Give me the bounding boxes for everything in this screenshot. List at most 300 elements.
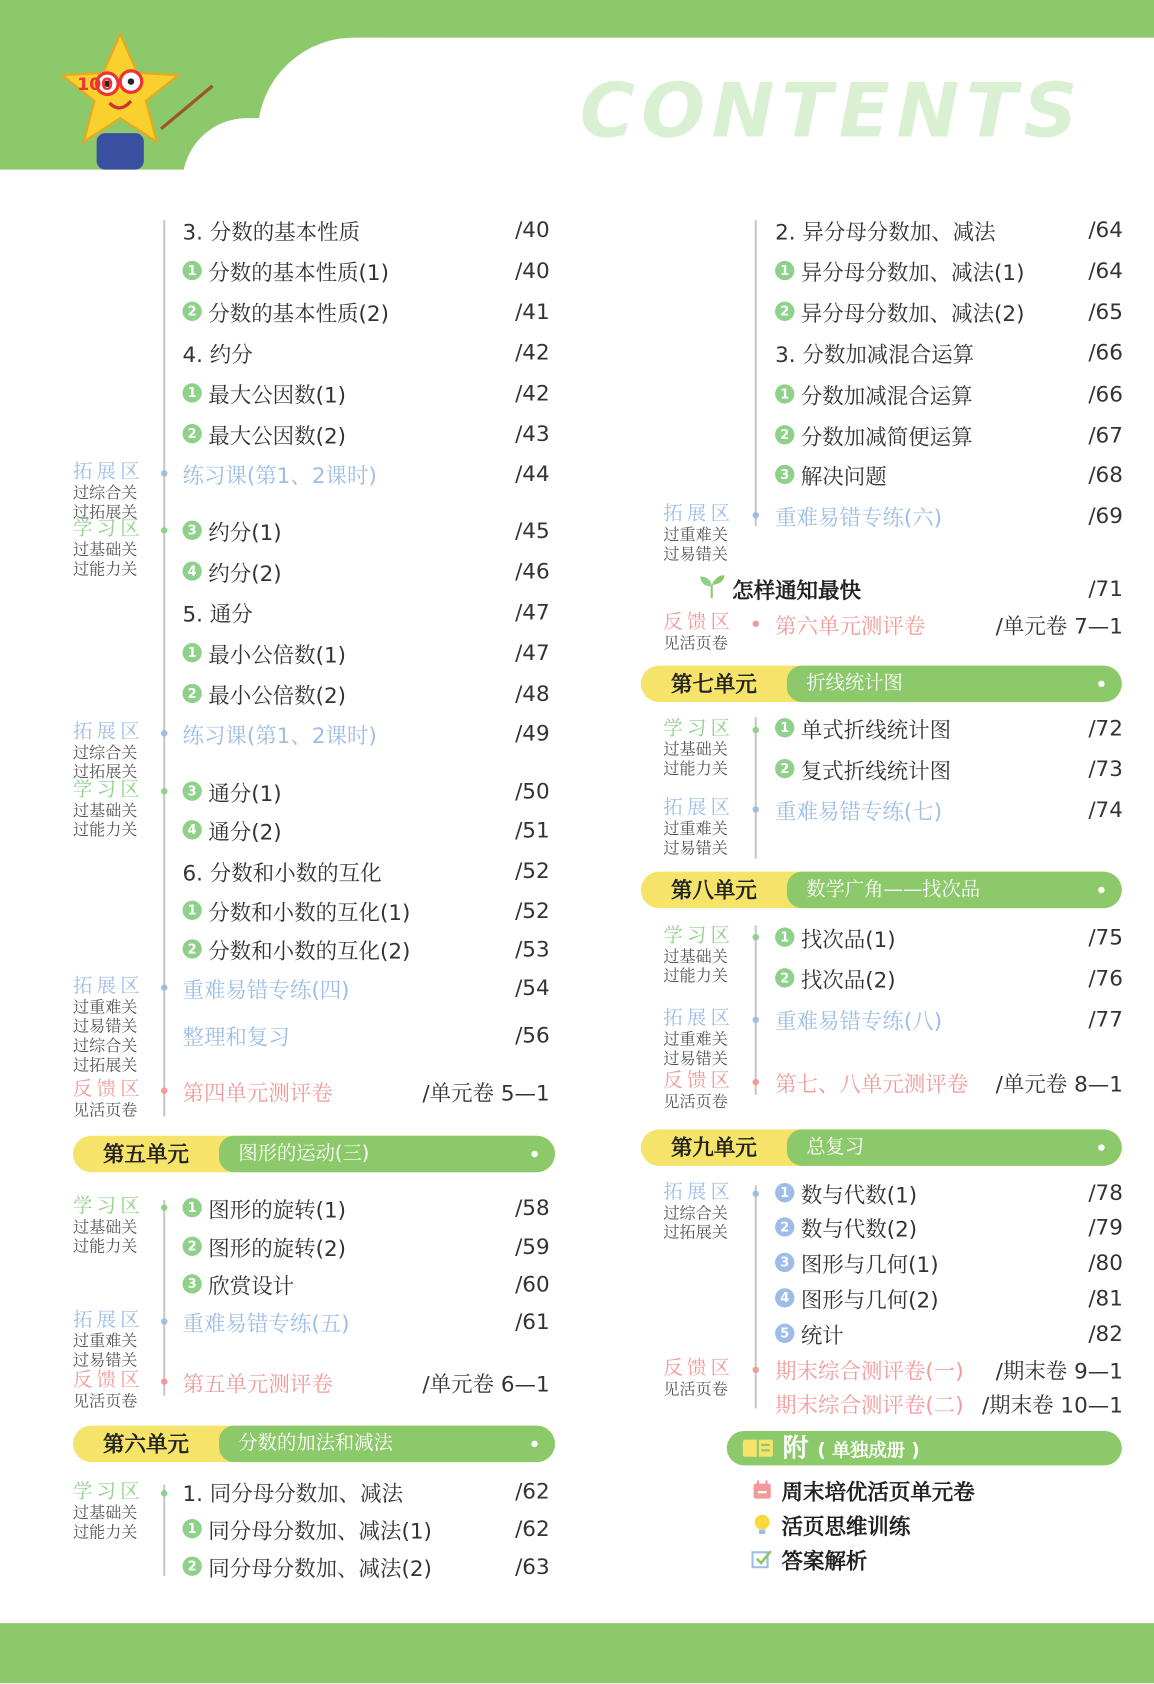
toc-entry[interactable] [775, 1066, 1123, 1098]
toc-entry[interactable] [182, 457, 549, 489]
circled-number-icon: 2 [182, 1237, 201, 1256]
toc-entry[interactable] [775, 753, 1123, 785]
entry-title [182, 678, 515, 709]
zone-sub: 过综合关 [663, 1203, 728, 1223]
entry-title [775, 459, 1088, 490]
toc-entry[interactable] [182, 933, 549, 965]
entry-label: 异分母分数加、减法(2) [800, 300, 1025, 326]
page-number: /75 [1088, 924, 1123, 951]
unit-topic-bar [787, 872, 1122, 908]
toc-entry[interactable] [182, 295, 549, 327]
entry-label: 2. 异分母分数加、减法 [775, 218, 996, 245]
timeline-line [755, 717, 757, 859]
circled-number-icon: 2 [182, 1557, 201, 1576]
entry-label: 第六单元测评卷 [775, 612, 926, 639]
entry-label: 练习课(第1、2课时) [182, 462, 377, 488]
zone-dot-icon [753, 727, 759, 733]
page-number: /66 [1088, 339, 1123, 365]
zone-dot-icon [753, 1367, 759, 1373]
toc-entry[interactable] [775, 1353, 1123, 1385]
entry-label: 同分母分数加、减法(1) [208, 1517, 432, 1544]
zone-sub: 过基础关 [663, 946, 728, 967]
circled-number-icon: 2 [182, 684, 201, 703]
zone-sub: 过综合关 [72, 1035, 138, 1056]
entry-title [182, 1268, 515, 1299]
entry-title [775, 1387, 982, 1418]
entry-title [775, 753, 1088, 784]
toc-entry[interactable] [182, 1513, 549, 1545]
zone-title: 反馈区 [663, 1356, 735, 1380]
entry-label: 同分母分数加、减法(2) [208, 1554, 432, 1581]
zone-dot-icon [161, 1204, 167, 1210]
entry-title [182, 718, 515, 749]
entry-title [182, 1075, 422, 1106]
toc-entry[interactable] [182, 418, 549, 450]
circled-number-icon: 1 [182, 1519, 201, 1538]
timeline-line [755, 925, 757, 1095]
entry-title [182, 255, 515, 286]
dot-icon [1098, 1144, 1104, 1150]
entry-label: 重难易错专练(七) [775, 798, 943, 824]
entry-title [775, 712, 1088, 743]
circled-number-icon: 3 [775, 1253, 794, 1272]
page-number: /65 [1088, 298, 1123, 325]
entry-title [775, 255, 1088, 286]
circled-number-icon: 2 [775, 302, 794, 321]
entry-title [775, 1353, 996, 1384]
entry-title [182, 377, 515, 408]
zone-dot-icon [161, 1318, 167, 1324]
page-number: /45 [515, 517, 550, 544]
entry-title [775, 1247, 1088, 1278]
unit-topic: 折线统计图 [806, 672, 903, 695]
zone-sub: 过易错关 [663, 838, 728, 858]
unit-label: 第七单元 [670, 670, 757, 697]
zone-sub: 过重难关 [663, 1029, 728, 1049]
circled-number-icon: 1 [775, 718, 794, 737]
page-number: /68 [1088, 461, 1123, 488]
timeline-line [163, 1485, 165, 1576]
zone-dot-icon [753, 806, 759, 812]
unit-banner [73, 1426, 555, 1462]
entry-title [775, 1282, 1088, 1313]
zone-title: 学习区 [663, 717, 735, 740]
entry-title [182, 1551, 515, 1582]
entry-title [182, 1306, 515, 1337]
entry-label: 3. 分数加减混合运算 [775, 340, 975, 367]
page-number: /77 [1088, 1005, 1123, 1032]
toc-entry[interactable] [775, 1246, 1123, 1278]
circled-number-icon: 3 [182, 782, 201, 801]
entry-title [775, 1177, 1088, 1208]
entry-title [182, 337, 515, 368]
zone-sub: 过重难关 [663, 819, 728, 839]
entry-title [775, 419, 1088, 450]
page-number: /43 [515, 420, 550, 447]
page-number: /56 [515, 1021, 550, 1048]
timeline-line [163, 220, 165, 1116]
entry-label: 分数和小数的互化(1) [208, 899, 411, 925]
dot-icon [531, 1441, 537, 1447]
toc-entry[interactable] [182, 336, 549, 368]
entry-title [775, 214, 1088, 245]
entry-label: 练习课(第1、2课时) [182, 721, 377, 748]
entry-label: 图形的旋转(2) [208, 1235, 347, 1261]
page-number: /52 [515, 857, 550, 884]
entry-title [182, 637, 515, 668]
zone-sub: 过重难关 [72, 1331, 138, 1351]
toc-entry[interactable] [182, 514, 549, 546]
toc-entry[interactable] [775, 1003, 1123, 1035]
entry-title [775, 608, 996, 639]
unit-banner [73, 1136, 555, 1172]
toc-entry[interactable] [182, 1268, 549, 1300]
entry-title [182, 1513, 515, 1544]
circled-number-icon: 2 [775, 968, 794, 987]
entry-title [775, 1318, 1088, 1349]
toc-entry[interactable] [182, 1550, 549, 1582]
page-number: /42 [515, 339, 550, 365]
toc-entry[interactable] [775, 921, 1123, 953]
page-number: /48 [515, 680, 550, 707]
page-number: /51 [515, 816, 550, 843]
timeline-line [755, 220, 757, 526]
zone-title: 反馈区 [72, 1368, 144, 1392]
toc-entry[interactable] [182, 717, 549, 749]
toc-entry[interactable] [775, 458, 1123, 490]
contents-title: CONTENTS [579, 66, 1085, 155]
zone-sub: 见活页卷 [663, 633, 728, 653]
circled-number-icon: 2 [182, 424, 201, 443]
entry-title [698, 573, 1089, 604]
zone-dot-icon [753, 934, 759, 940]
zone-dot-icon [161, 788, 167, 794]
appendix-item[interactable] [751, 1544, 867, 1574]
entry-label: 重难易错专练(六) [775, 504, 943, 530]
entry-title [182, 972, 515, 1003]
unit-topic-bar [787, 666, 1122, 702]
zone-label [663, 1008, 738, 1068]
page-number: /81 [1088, 1284, 1123, 1311]
page-number: /46 [515, 558, 550, 584]
entry-title [182, 814, 515, 845]
zone-title: 学习区 [663, 924, 735, 947]
zone-label [663, 503, 738, 563]
zone-sub: 过能力关 [72, 559, 138, 579]
zone-label [73, 721, 148, 781]
unit-banner [641, 1129, 1122, 1165]
zone-sub: 过重难关 [72, 997, 138, 1017]
page-number: /单元卷 8—1 [995, 1070, 1123, 1097]
entry-label: 图形与几何(2) [800, 1286, 939, 1313]
toc-entry[interactable] [182, 377, 549, 409]
zone-sub: 过重难关 [663, 524, 728, 545]
unit-topic-bar [787, 1129, 1122, 1165]
entry-title [182, 855, 515, 886]
toc-entry[interactable] [775, 336, 1123, 368]
entry-label: 通分(1) [208, 779, 282, 806]
page-number: /67 [1088, 421, 1123, 448]
zone-title: 反馈区 [663, 1069, 735, 1092]
zone-dot-icon [161, 1378, 167, 1384]
entry-title [775, 962, 1088, 993]
zone-label [663, 798, 738, 858]
entry-label: 最大公因数(2) [208, 422, 347, 449]
entry-title [775, 296, 1088, 327]
toc-entry[interactable] [775, 1387, 1123, 1419]
appendix-banner [727, 1431, 1122, 1465]
zone-sub: 见活页卷 [72, 1100, 138, 1120]
entry-label: 第五单元测评卷 [182, 1370, 333, 1397]
page-number: /47 [515, 639, 550, 666]
entry-title [182, 1366, 422, 1397]
zone-dot-icon [753, 1191, 759, 1197]
unit-label: 第八单元 [670, 877, 757, 903]
page-number: /80 [1088, 1249, 1123, 1276]
zone-sub: 过基础关 [72, 1502, 138, 1523]
toc-entry[interactable] [775, 419, 1123, 451]
zone-label [73, 779, 148, 839]
entry-label: 期末综合测评卷(二) [775, 1391, 964, 1418]
timeline-line [163, 1200, 165, 1395]
zone-dot-icon [161, 730, 167, 736]
zone-sub: 过易错关 [663, 1048, 728, 1069]
toc-entry[interactable] [182, 214, 549, 246]
zone-label [73, 519, 148, 579]
appendix-item[interactable] [751, 1475, 974, 1505]
entry-label: 分数的基本性质(2) [208, 300, 389, 326]
toc-entry[interactable] [182, 1475, 549, 1507]
toc-entry[interactable] [775, 254, 1123, 286]
entry-title [182, 776, 515, 807]
zone-title: 拓展区 [663, 1180, 735, 1204]
entry-title [182, 458, 515, 489]
unit-banner [641, 872, 1122, 908]
entry-title [182, 1231, 515, 1262]
toc-entry[interactable] [182, 894, 549, 926]
zone-sub: 过能力关 [72, 1522, 138, 1542]
page-number: /49 [515, 720, 550, 747]
toc-entry[interactable] [775, 1177, 1123, 1209]
page-number: /82 [1088, 1320, 1123, 1347]
zone-title: 拓展区 [72, 1308, 144, 1332]
toc-entry[interactable] [182, 254, 549, 286]
toc-entry[interactable] [182, 677, 549, 709]
appendix-item-label: 活页思维训练 [781, 1513, 911, 1539]
toc-entry[interactable] [182, 855, 549, 887]
entry-label: 分数和小数的互化(2) [208, 937, 411, 964]
circled-number-icon: 2 [775, 759, 794, 778]
circled-number-icon: 1 [775, 384, 794, 403]
entry-label: 欣赏设计 [208, 1272, 295, 1299]
page-number: /59 [515, 1233, 550, 1260]
zone-dot-icon [161, 1087, 167, 1093]
entry-title [775, 337, 1088, 368]
unit-label: 第九单元 [670, 1134, 757, 1161]
page-number: /78 [1088, 1179, 1123, 1206]
entry-title [182, 895, 515, 926]
page-number: /单元卷 6—1 [422, 1370, 550, 1397]
zone-label [73, 462, 148, 522]
toc-entry[interactable] [182, 1305, 549, 1337]
zone-title: 反馈区 [663, 610, 735, 634]
zone-title: 拓展区 [72, 720, 144, 743]
entry-title [775, 794, 1088, 825]
appendix-title: 附 [782, 1433, 809, 1464]
toc-entry[interactable] [182, 814, 549, 846]
zone-label [663, 925, 738, 985]
circled-number-icon: 4 [182, 820, 201, 839]
entry-title [182, 214, 515, 245]
page-number: /76 [1088, 965, 1123, 991]
entry-label: 第七、八单元测评卷 [775, 1070, 969, 1097]
entry-label: 重难易错专练(四) [182, 976, 350, 1003]
toc-entry[interactable] [775, 712, 1123, 744]
toc-entry[interactable] [182, 1230, 549, 1262]
zone-label [663, 612, 738, 653]
page-number: /47 [515, 599, 550, 625]
book-icon [742, 1437, 774, 1458]
toc-entry[interactable] [698, 572, 1123, 604]
zone-label [73, 1481, 148, 1541]
entry-label: 第四单元测评卷 [182, 1079, 333, 1106]
toc-entry[interactable] [775, 295, 1123, 327]
page-number: /62 [515, 1515, 550, 1542]
zone-sub: 过拓展关 [72, 1055, 138, 1075]
page-number: /71 [1088, 575, 1123, 602]
toc-entry[interactable] [182, 1365, 549, 1397]
entry-label: 最大公因数(1) [208, 381, 347, 408]
entry-label: 期末综合测评卷(一) [775, 1357, 964, 1384]
zone-sub: 过拓展关 [72, 762, 138, 782]
entry-label: 5. 通分 [182, 600, 253, 627]
appendix-item-label: 答案解析 [781, 1547, 868, 1574]
zone-label [73, 1370, 148, 1411]
toc-entry[interactable] [775, 608, 1123, 640]
entry-title [775, 1211, 1088, 1242]
page-number: /53 [515, 936, 550, 962]
zone-sub: 过易错关 [72, 1016, 138, 1036]
zone-title: 拓展区 [72, 974, 144, 998]
toc-entry[interactable] [182, 1192, 549, 1224]
zone-dot-icon [161, 527, 167, 533]
toc-entry[interactable] [775, 214, 1123, 246]
zone-dot-icon [161, 1490, 167, 1496]
entry-title [775, 1003, 1088, 1034]
toc-entry[interactable] [775, 962, 1123, 994]
entry-label: 找次品(1) [800, 925, 896, 952]
zone-sub: 过易错关 [72, 1350, 138, 1370]
entry-label: 3. 分数的基本性质 [182, 218, 361, 245]
timeline-line [755, 1185, 757, 1408]
page-number: /79 [1088, 1214, 1123, 1240]
lightbulb-icon [751, 1514, 772, 1535]
toc-entry[interactable] [182, 555, 549, 587]
dot-icon [1098, 681, 1104, 687]
entry-label: 通分(2) [208, 818, 282, 845]
toc-entry[interactable] [182, 972, 549, 1004]
page-number: /40 [515, 257, 550, 284]
appendix-subtitle: ( 单独成册 ) [817, 1440, 920, 1463]
zone-title: 拓展区 [663, 502, 735, 525]
page-number: /74 [1088, 796, 1123, 823]
zone-sub: 过基础关 [72, 800, 138, 821]
circled-number-icon: 1 [182, 643, 201, 662]
zone-label [73, 1310, 148, 1370]
toc-entry[interactable] [775, 1317, 1123, 1349]
toc-entry[interactable] [775, 378, 1123, 410]
appendix-item[interactable] [751, 1509, 910, 1539]
zone-title: 学习区 [72, 778, 144, 801]
circled-number-icon: 2 [182, 302, 201, 321]
entry-label: 数与代数(1) [800, 1181, 918, 1208]
entry-label: 4. 约分 [182, 340, 253, 367]
page-number: /50 [515, 778, 550, 805]
page-number: /42 [515, 380, 550, 406]
zone-sub: 过能力关 [72, 820, 138, 840]
zone-sub: 过易错关 [663, 544, 728, 564]
page-number: /58 [515, 1194, 550, 1221]
page-number: /61 [515, 1308, 550, 1335]
entry-label: 6. 分数和小数的互化 [182, 859, 382, 886]
toc-entry[interactable] [182, 775, 549, 807]
toc-entry[interactable] [182, 1075, 549, 1107]
page-number: /期末卷 9—1 [995, 1357, 1123, 1384]
page-number: /40 [515, 216, 550, 243]
star-mascot-icon [54, 30, 215, 172]
toc-entry[interactable] [182, 637, 549, 669]
zone-label [663, 718, 738, 778]
toc-entry[interactable] [182, 596, 549, 628]
zone-dot-icon [753, 1079, 759, 1085]
svg-text:100: 100 [77, 75, 114, 96]
entry-label: 约分(2) [208, 559, 282, 586]
entry-title [182, 296, 515, 327]
zone-sub: 过能力关 [663, 758, 728, 779]
circled-number-icon: 1 [182, 261, 201, 280]
checklist-icon [751, 1549, 772, 1568]
entry-label: 找次品(2) [800, 966, 896, 993]
entry-label: 图形与几何(1) [800, 1251, 939, 1277]
circled-number-icon: 1 [775, 1183, 794, 1202]
circled-number-icon: 1 [182, 1198, 201, 1217]
page-number: /41 [515, 298, 550, 325]
entry-title [775, 922, 1088, 953]
zone-dot-icon [161, 984, 167, 990]
unit-topic-bar [219, 1136, 555, 1172]
entry-label: 复式折线统计图 [800, 757, 952, 784]
calendar-icon [751, 1480, 772, 1499]
toc-entry[interactable] [775, 1282, 1123, 1314]
circled-number-icon: 2 [182, 939, 201, 958]
toc-entry[interactable] [775, 1211, 1123, 1243]
entry-title [182, 933, 515, 964]
entry-title [775, 378, 1088, 409]
zone-title: 学习区 [72, 1194, 144, 1218]
dot-icon [1098, 887, 1104, 893]
dot-icon [531, 1151, 537, 1157]
toc-entry[interactable] [775, 793, 1123, 825]
sprout-icon [698, 574, 726, 603]
entry-label: 异分母分数加、减法(1) [800, 259, 1025, 286]
zone-sub: 见活页卷 [663, 1091, 728, 1112]
toc-entry[interactable] [775, 499, 1123, 531]
entry-title [182, 1476, 515, 1507]
toc-entry[interactable] [182, 1019, 549, 1051]
zone-sub: 过基础关 [72, 1217, 138, 1237]
entry-label: 重难易错专练(八) [775, 1007, 943, 1034]
page-number: /73 [1088, 755, 1123, 782]
